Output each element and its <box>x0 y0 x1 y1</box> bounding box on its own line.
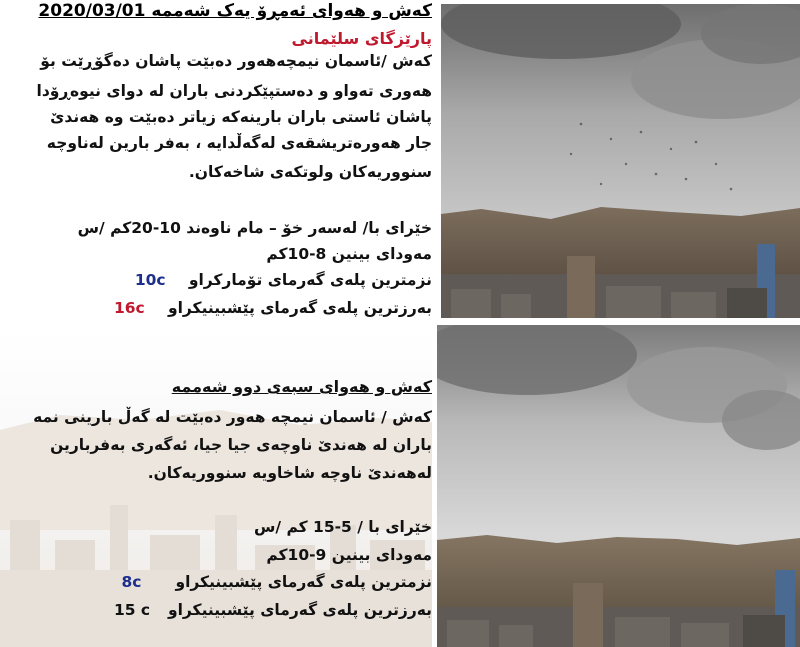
min-temp-value: 10c <box>134 271 166 289</box>
tomorrow-wind-speed: خێرای با / 5-15 کم /س <box>254 518 432 536</box>
tomorrow-forecast-panel <box>0 330 432 647</box>
min-temp-label: نزمترین پلەی گەرمای پێشبینیکراو <box>175 573 432 591</box>
today-title: کەش و هەوای ئەمڕۆ یەک شەممە 2020/03/01 <box>38 1 432 21</box>
today-desc-line: جار هەورەتریشقەی لەگەڵدایە ، بەفر بارین لەناوچە <box>46 134 432 152</box>
tomorrow-desc-line: کەش / ئاسمان نیمچە هەور دەبێت لە گەڵ بارینی نمە <box>33 408 432 426</box>
max-temp-label: بەرزترین پلەی گەرمای پێشبینیکراو <box>167 299 432 317</box>
max-temp-label: بەرزترین پلەی گەرمای پێشبینیکراو <box>167 601 432 619</box>
location-label: پارێزگای سلێمانی <box>291 29 432 48</box>
today-forecast-panel <box>0 0 432 320</box>
today-visibility: مەودای بینین 8-10کم <box>266 245 432 263</box>
today-wind-speed: خێرای با/ لەسەر خۆ – مام ناوەند 10-20کم /س <box>77 219 432 237</box>
tomorrow-desc-line: لەهەندێ ناوچە شاخاویە سنووریەکان. <box>147 464 432 482</box>
today-city-photo <box>441 4 800 318</box>
tomorrow-max-temp-row <box>114 598 432 622</box>
tomorrow-visibility: مەودای بینین 9-10کم <box>266 546 432 564</box>
tomorrow-city-photo <box>437 325 800 647</box>
tomorrow-title: کەش و هەوای سبەی دوو شەممە <box>171 377 432 396</box>
today-desc-line: کەش /ئاسمان نیمچەهەور دەبێت پاشان دەگۆڕێت بۆ <box>40 52 432 70</box>
min-temp-value: 8c <box>121 573 142 591</box>
min-temp-label: نزمترین پلەی گەرمای تۆمارکراو <box>188 271 432 289</box>
max-temp-value: 15 c <box>113 601 151 619</box>
today-desc-line: پاشان ئاستی باران بارینەکە زیاتر دەبێت وە هەندێ <box>50 108 432 126</box>
max-temp-value: 16c <box>113 299 145 317</box>
today-min-temp-row <box>135 268 432 292</box>
today-max-temp-row <box>114 296 432 320</box>
tomorrow-desc-line: باران لە هەندێ ناوچەی جیا جیا، ئەگەری بەفربارین <box>50 436 432 454</box>
tomorrow-min-temp-row <box>121 570 432 594</box>
today-desc-line: هەوری تەواو و دەستپێکردنی باران لە دوای نیوەڕۆدا <box>36 82 432 100</box>
today-desc-line: سنووریەکان ولوتکەی شاخەکان. <box>188 163 432 181</box>
